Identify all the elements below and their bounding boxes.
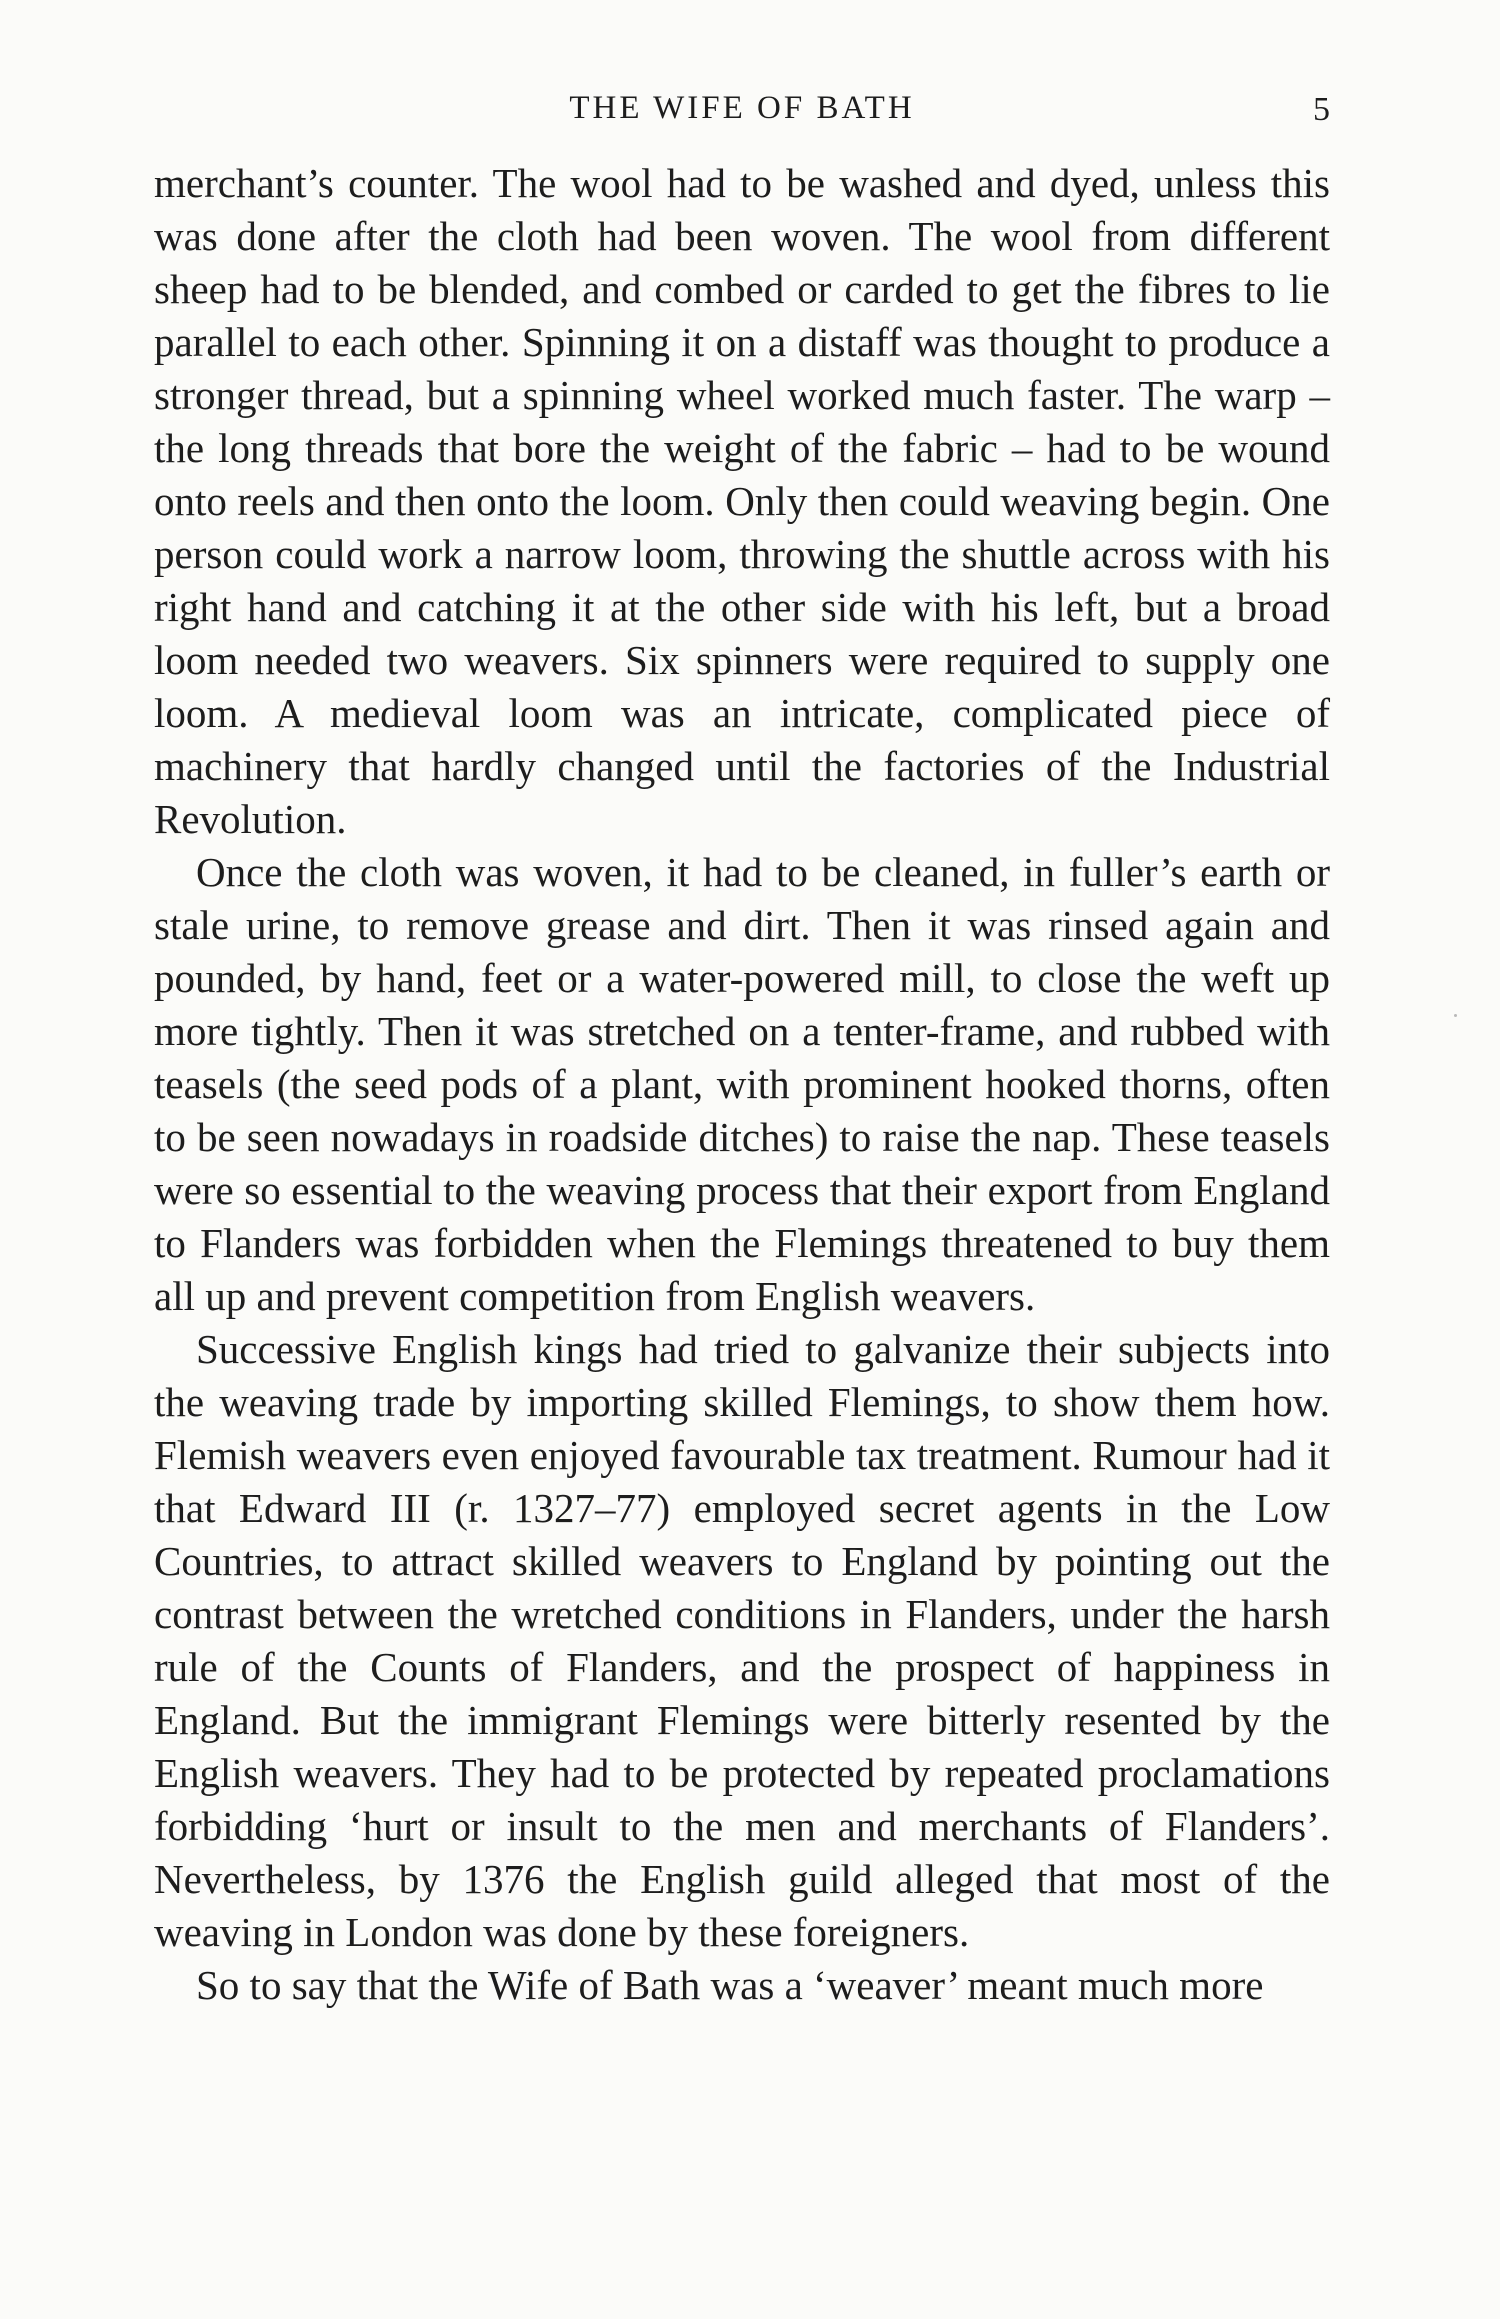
running-title: THE WIFE OF BATH: [569, 90, 915, 126]
paragraph-wife-of-bath: So to say that the Wife of Bath was a ‘weaver’ meant much more: [196, 1962, 1264, 2008]
running-head: [154, 88, 1330, 128]
paragraph-cloth-finishing: Once the cloth was woven, it had to be cleaned, in fuller’s earth or stale urine, to remove grease and dirt. Then it was rinsed again and pounded, by hand, feet or a water-powered mill, to close the weft up more tightly. Then it was stretched on a tenter-frame, and rubbed with teasels (the seed pods of a plant, with prominent hooked thorns, often to be seen nowadays in roadside ditches) to raise the nap. These teasels were so essential to the weaving process that their export from England to Flanders was forbidden when the Flemings threatened to buy them all up and prevent competition from English weavers.: [154, 849, 1330, 1319]
paragraph-continued: merchant’s counter. The wool had to be washed and dyed, unless this was done after the cloth had been woven. The wool from different sheep had to be blended, and combed or carded to get the fibres to lie parallel to each other. Spinning it on a distaff was thought to produce a stronger thread, but a spinning wheel worked much faster. The warp – the long threads that bore the weight of the fabric – had to be wound onto reels and then onto the loom. Only then could weaving begin. One person could work a narrow loom, throwing the shuttle across with his right hand and catching it at the other side with his left, but a broad loom needed two weavers. Six spinners were required to supply one loom. A medieval loom was an intricate, complicated piece of machinery that hardly changed until the factories of the Industrial Revolution.: [154, 160, 1330, 842]
body-text: [154, 157, 1330, 2012]
paper-speck: [1454, 1014, 1457, 1017]
page-number: 5: [1313, 91, 1330, 128]
paragraph-flemish-weavers: Successive English kings had tried to galvanize their subjects into the weaving trade by importing skilled Flemings, to show them how. Flemish weavers even enjoyed favourable tax treatment. Rumour had it that Edward III (r. 1327–77) employed secret agents in the Low Countries, to attract skilled weavers to England by pointing out the contrast between the wretched conditions in Flanders, under the harsh rule of the Counts of Flanders, and the prospect of happiness in England. But the immigrant Flemings were bitterly resented by the English weavers. They had to be protected by repeated proclamations forbidding ‘hurt or insult to the men and merchants of Flanders’. Nevertheless, by 1376 the English guild alleged that most of the weaving in London was done by these foreigners.: [154, 1326, 1330, 1955]
